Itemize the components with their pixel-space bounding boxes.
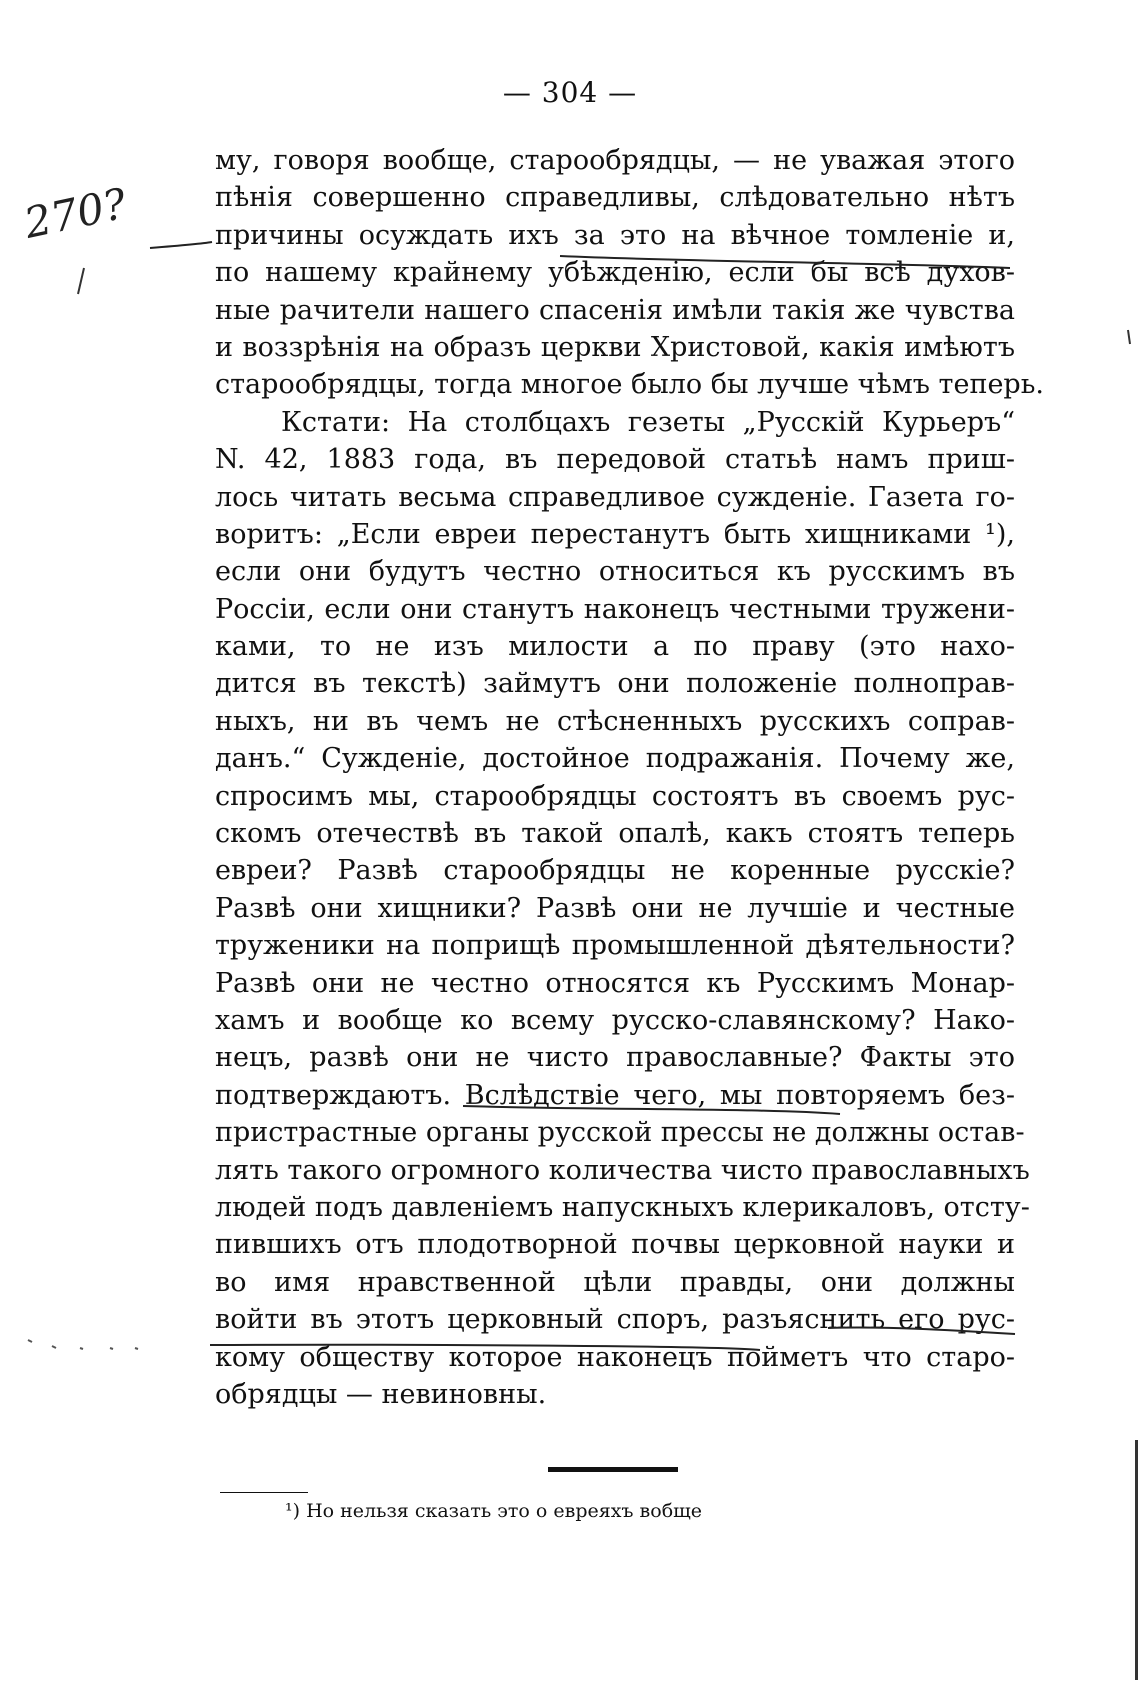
- margin-stroke-mark: [78, 268, 84, 294]
- text-line: ные рачители нашего спасенія имѣли такія же чувства: [215, 294, 1015, 326]
- text-line: N. 42, 1883 года, въ передовой статьѣ намъ приш-: [215, 444, 1015, 476]
- text-line: воритъ: „Если евреи перестанутъ быть хищниками ¹),: [215, 518, 1015, 550]
- paragraph-start-line: Кстати: На столбцахъ гезеты „Русскій Курьеръ“: [281, 406, 1015, 438]
- margin-tick-mark: [1128, 330, 1130, 344]
- margin-dash-mark: [150, 242, 212, 248]
- text-line: во имя нравственной цѣли правды, они должны: [215, 1266, 1015, 1298]
- text-line: спросимъ мы, старообрядцы состоятъ въ своемъ рус-: [215, 780, 1015, 812]
- page-number: — 304 —: [502, 76, 638, 109]
- text-line: дится въ текстѣ) займутъ они положеніе полноправ-: [215, 668, 1015, 700]
- footnote-rule: [220, 1492, 308, 1493]
- text-line: подтверждаютъ. Вслѣдствіе чего, мы повторяемъ без-: [215, 1079, 1015, 1111]
- text-line: пившихъ отъ плодотворной почвы церковной науки и: [215, 1229, 1015, 1261]
- text-line: кому обществу которое наконецъ пойметъ что старо-: [215, 1341, 1015, 1373]
- text-line: по нашему крайнему убѣжденію, если бы всѣ духов-: [215, 257, 1015, 289]
- text-line: войти въ этотъ церковный споръ, разъяснить его рус-: [215, 1304, 1015, 1336]
- text-line: лось читать весьма справедливое сужденіе. Газета го-: [215, 481, 1015, 513]
- text-line: пѣнія совершенно справедливы, слѣдовательно нѣтъ: [215, 182, 1015, 214]
- text-line: лять такого огромного количества чисто православныхъ: [215, 1154, 1030, 1186]
- footnote: [285, 1500, 702, 1522]
- text-line: ныхъ, ни въ чемъ не стѣсненныхъ русскихъ соправ-: [215, 705, 1015, 737]
- margin-dots-mark: [28, 1340, 138, 1349]
- text-line: му, говоря вообще, старообрядцы, — не уважая этого: [215, 145, 1015, 176]
- page-edge-mark: [1135, 1440, 1138, 1680]
- text-line: старообрядцы, тогда многое было бы лучше чѣмъ теперь.: [215, 369, 1044, 401]
- footnote-marker: ¹): [285, 1500, 301, 1522]
- text-line: Развѣ они хищники? Развѣ они не лучшіе и честные: [215, 892, 1015, 924]
- text-line: нецъ, развѣ они не чисто православные? Факты это: [215, 1042, 1015, 1074]
- footnote-text: Но нельзя сказать это о евреяхъ вобще: [306, 1500, 703, 1522]
- body-text: [215, 142, 1044, 1413]
- text-line: евреи? Развѣ старообрядцы не коренные русскіе?: [215, 855, 1015, 887]
- text-line: Россіи, если они станутъ наконецъ честными тружени-: [215, 593, 1015, 625]
- text-line: хамъ и вообще ко всему русско-славянскому? Нако-: [215, 1004, 1015, 1036]
- text-line: ками, то не изъ милости а по праву (это нахо-: [215, 631, 1015, 663]
- text-line: людей подъ давленіемъ напускныхъ клерикаловъ, отсту-: [215, 1191, 1030, 1223]
- text-line: труженики на поприщѣ промышленной дѣятельности?: [215, 930, 1015, 962]
- end-rule: [548, 1467, 678, 1472]
- text-line: обрядцы — невиновны.: [215, 1378, 547, 1410]
- text-line: скомъ отечествѣ въ такой опалѣ, какъ стоятъ теперь: [215, 818, 1015, 850]
- text-line: причины осуждать ихъ за это на вѣчное томленіе и,: [215, 219, 1015, 251]
- text-line: и воззрѣнія на образъ церкви Христовой, какія имѣютъ: [215, 331, 1015, 363]
- text-line: Развѣ они не честно относятся къ Русскимъ Монар-: [215, 967, 1015, 999]
- handwritten-margin-note: 270?: [20, 178, 131, 248]
- text-line: данъ.“ Сужденіе, достойное подражанія. Почему же,: [215, 743, 1015, 775]
- text-line: если они будутъ честно относиться къ русскимъ въ: [215, 556, 1015, 588]
- text-line: пристрастные органы русской прессы не должны остав-: [215, 1117, 1025, 1149]
